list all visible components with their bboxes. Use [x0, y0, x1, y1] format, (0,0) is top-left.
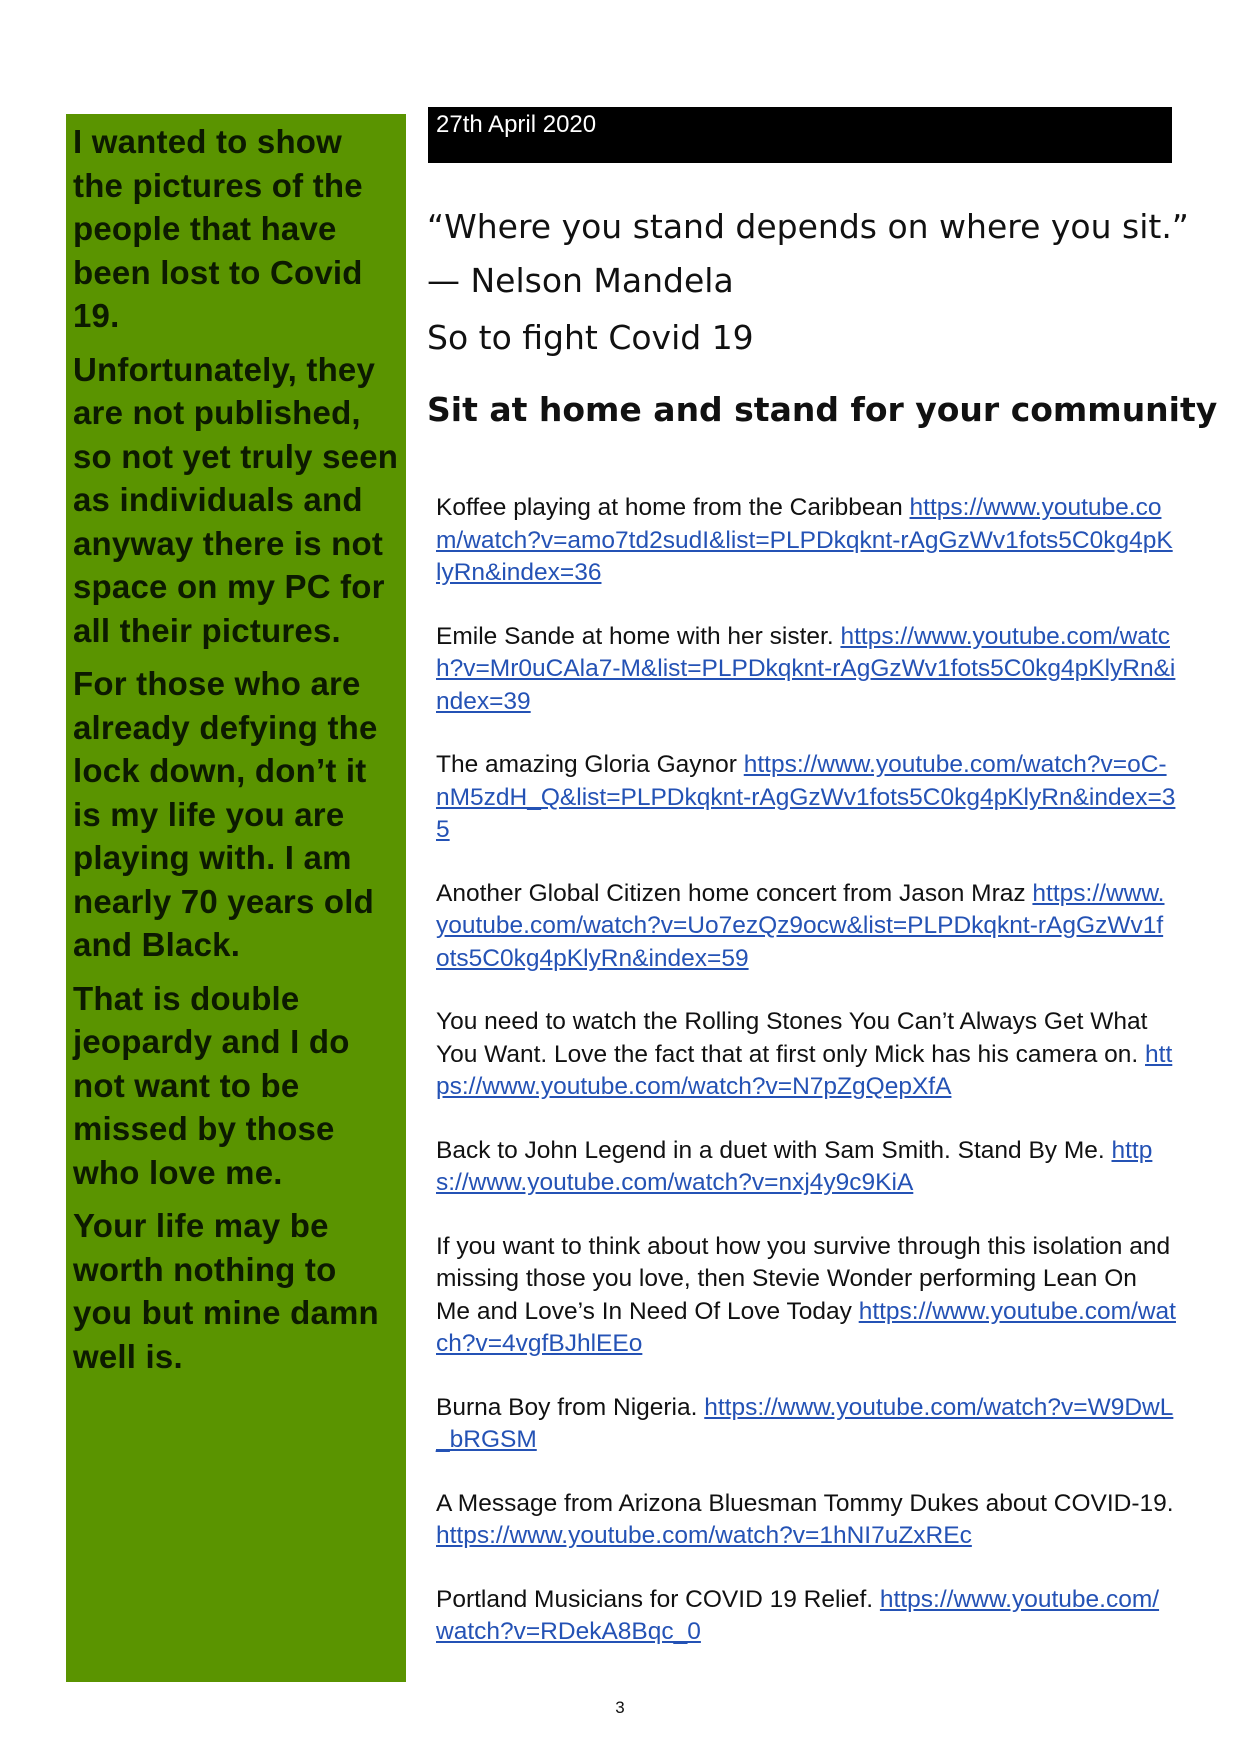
mandela-quote: [427, 200, 1187, 308]
video-link[interactable]: https://www.youtube.com/watch?v=4vgfBJhlEEo: [436, 1297, 1176, 1357]
video-entry: [436, 749, 1176, 847]
video-entry: [436, 621, 1176, 719]
video-entry: [436, 1488, 1176, 1553]
quote-attribution: — Nelson Mandela: [427, 261, 734, 300]
video-description: You need to watch the Rolling Stones You Can’t Always Get What You Want. Love the fact that at first only Mick has his camera on.: [436, 1008, 1148, 1068]
video-description: Back to John Legend in a duet with Sam Smith. Stand By Me.: [436, 1136, 1112, 1164]
sidebar-panel: [66, 114, 406, 1682]
headline: Sit at home and stand for your community: [427, 390, 1218, 429]
video-entry: [436, 1392, 1176, 1457]
sidebar-paragraph: That is double jeopardy and I do not want to be missed by those who love me.: [73, 979, 350, 1191]
sidebar-paragraph: Unfortunately, they are not published, so not yet truly seen as individuals and anyway there is not space on my PC for all their pictures.: [73, 350, 399, 649]
video-list: [436, 492, 1176, 1680]
video-link[interactable]: https://www.youtube.com/watch?v=W9DwL_bRGSM: [436, 1393, 1174, 1453]
video-link[interactable]: https://www.youtube.com/watch?v=1hNI7uZxREc: [436, 1522, 972, 1549]
date-text: 27th April 2020: [436, 111, 597, 138]
video-link[interactable]: https://www.youtube.com/watch?v=Mr0uCAla7-M&list=PLPDkqknt-rAgGzWv1fots5C0kg4pKlyRn&index=39: [436, 622, 1176, 715]
video-link[interactable]: https://www.youtube.com/watch?v=oC-nM5zdH_Q&list=PLPDkqknt-rAgGzWv1fots5C0kg4pKlyRn&index=35: [436, 751, 1176, 843]
video-entry: [436, 1584, 1176, 1649]
video-description: Koffee playing at home from the Caribbean: [436, 494, 910, 521]
video-entry: [436, 878, 1176, 976]
video-description: If you want to think about how you survive through this isolation and missing those you love, then Stevie Wonder performing Lean On Me and Love’s In Need Of Love Today: [436, 1232, 1171, 1325]
video-description: A Message from Arizona Bluesman Tommy Dukes about COVID-19.: [436, 1489, 1174, 1517]
video-description: Another Global Citizen home concert from Jason Mraz: [436, 879, 1033, 907]
video-description: Portland Musicians for COVID 19 Relief.: [436, 1585, 880, 1613]
video-description: Emile Sande at home with her sister.: [436, 622, 841, 650]
video-link[interactable]: https://www.youtube.com/watch?v=RDekA8Bqc_0: [436, 1585, 1160, 1645]
video-description: The amazing Gloria Gaynor: [436, 751, 744, 778]
intro-line: So to fight Covid 19: [427, 318, 754, 357]
video-link[interactable]: https://www.youtube.com/watch?v=amo7td2sudI&list=PLPDkqknt-rAgGzWv1fots5C0kg4pKlyRn&index=36: [436, 494, 1173, 586]
sidebar-paragraph: For those who are already defying the lock down, don’t it is my life you are playing with. I am nearly 70 years old and Black.: [73, 665, 378, 963]
video-link[interactable]: https://www.youtube.com/watch?v=N7pZgQepXfA: [436, 1040, 1173, 1100]
video-entry: [436, 1135, 1176, 1200]
video-link[interactable]: https://www.youtube.com/watch?v=nxj4y9c9KiA: [436, 1136, 1153, 1196]
video-link[interactable]: https://www.youtube.com/watch?v=Uo7ezQz9ocw&list=PLPDkqknt-rAgGzWv1fots5C0kg4pKlyRn&index=59: [436, 879, 1165, 972]
video-entry: [436, 1231, 1176, 1361]
sidebar-paragraph: I wanted to show the pictures of the people that have been lost to Covid 19.: [73, 123, 363, 334]
video-description: Burna Boy from Nigeria.: [436, 1393, 705, 1421]
video-entry: [436, 1006, 1176, 1104]
quote-text: “Where you stand depends on where you sit.”: [427, 207, 1189, 246]
page-number: 3: [615, 1698, 625, 1717]
video-entry: [436, 492, 1176, 590]
sidebar-paragraph: Your life may be worth nothing to you but mine damn well is.: [73, 1207, 379, 1375]
date-banner: [428, 107, 1172, 163]
